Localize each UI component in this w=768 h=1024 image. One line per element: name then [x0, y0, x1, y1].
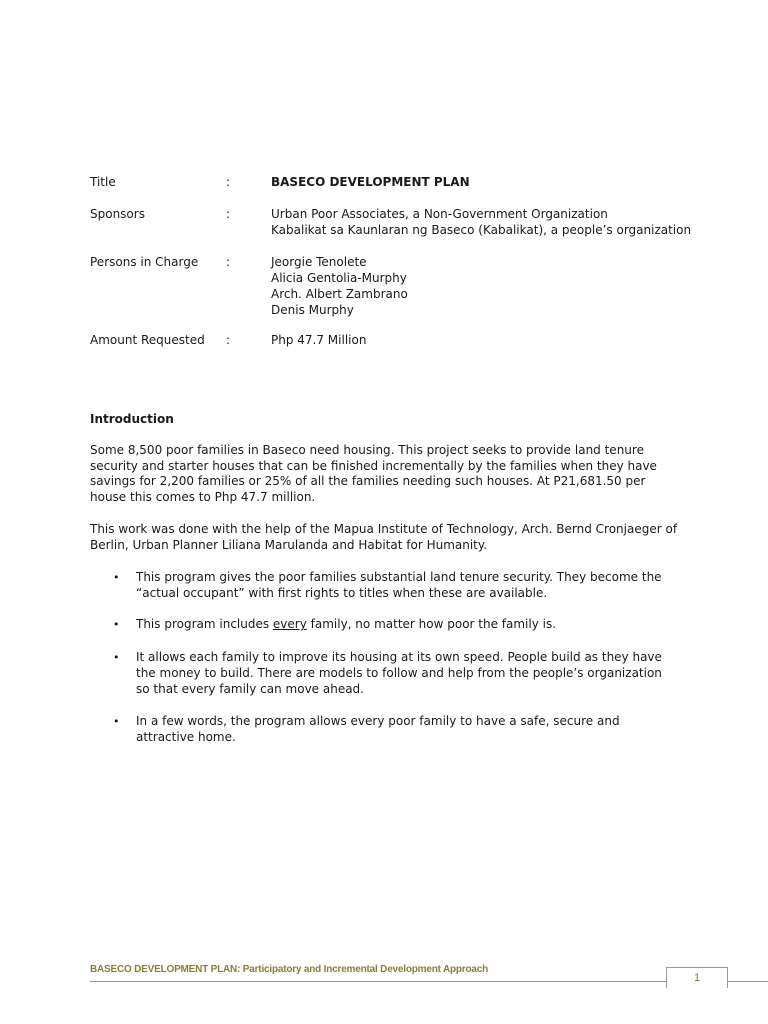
acknowledgement-paragraph: This work was done with the help of the Mapua Institute of Technology, Arch. Bernd Cronjaeger of Berlin, Urban Planner Liliana Marulanda and Habitat for Humanity. [90, 522, 678, 552]
sponsor-item: Urban Poor Associates, a Non-Government Organization [271, 207, 608, 221]
footer-title: BASECO DEVELOPMENT PLAN: Participatory and Incremental Development Approach [90, 964, 489, 975]
person-item: Jeorgie Tenolete [271, 255, 367, 269]
title-value: BASECO DEVELOPMENT PLAN [271, 175, 470, 189]
list-item [90, 570, 676, 601]
bullet-text: This program includes every family, no matter how poor the family is. [136, 617, 557, 632]
sponsors-label: Sponsors [90, 207, 145, 221]
amount-label: Amount Requested [90, 333, 205, 347]
bullet-icon: • [113, 715, 120, 729]
list-item [90, 617, 676, 633]
person-item: Arch. Albert Zambrano [271, 287, 408, 301]
introduction-paragraph: Some 8,500 poor families in Baseco need housing. This project seeks to provide land tenure security and starter houses that can be finished incrementally by the families when they have savings for 2,200 families or 25% of all the families needing such houses. At P21,681.50 per house this comes to Php 47.7 million. [90, 443, 657, 505]
bullet-text: It allows each family to improve its housing at its own speed. People build as they have the money to build. There are models to follow and help from the people’s organization so that every family can move ahead. [136, 650, 662, 696]
bullet-text: This program gives the poor families substantial land tenure security. They become the “actual occupant” with first rights to titles when these are available. [136, 570, 662, 600]
bullet-icon: • [113, 618, 120, 632]
sponsors-colon: : [226, 207, 231, 221]
bullet-icon: • [113, 571, 120, 584]
person-item: Denis Murphy [271, 303, 354, 317]
persons-label: Persons in Charge [90, 255, 199, 269]
title-label: Title [90, 175, 116, 189]
underlined-word: every [272, 617, 307, 632]
page-number: 1 [666, 967, 728, 988]
introduction-heading: Introduction [90, 412, 174, 426]
person-item: Alicia Gentolia-Murphy [271, 271, 407, 285]
title-colon: : [226, 175, 231, 189]
amount-colon: : [226, 333, 231, 347]
persons-colon: : [226, 255, 231, 269]
program-bullet-list [90, 570, 690, 746]
list-item [90, 714, 676, 745]
bullet-text: In a few words, the program allows every poor family to have a safe, secure and attractive home. [136, 714, 620, 744]
bullet-icon: • [113, 651, 120, 665]
amount-value: Php 47.7 Million [271, 333, 367, 347]
list-item [90, 650, 676, 697]
sponsor-item: Kabalikat sa Kaunlaran ng Baseco (Kabalikat), a people’s organization [271, 223, 692, 237]
